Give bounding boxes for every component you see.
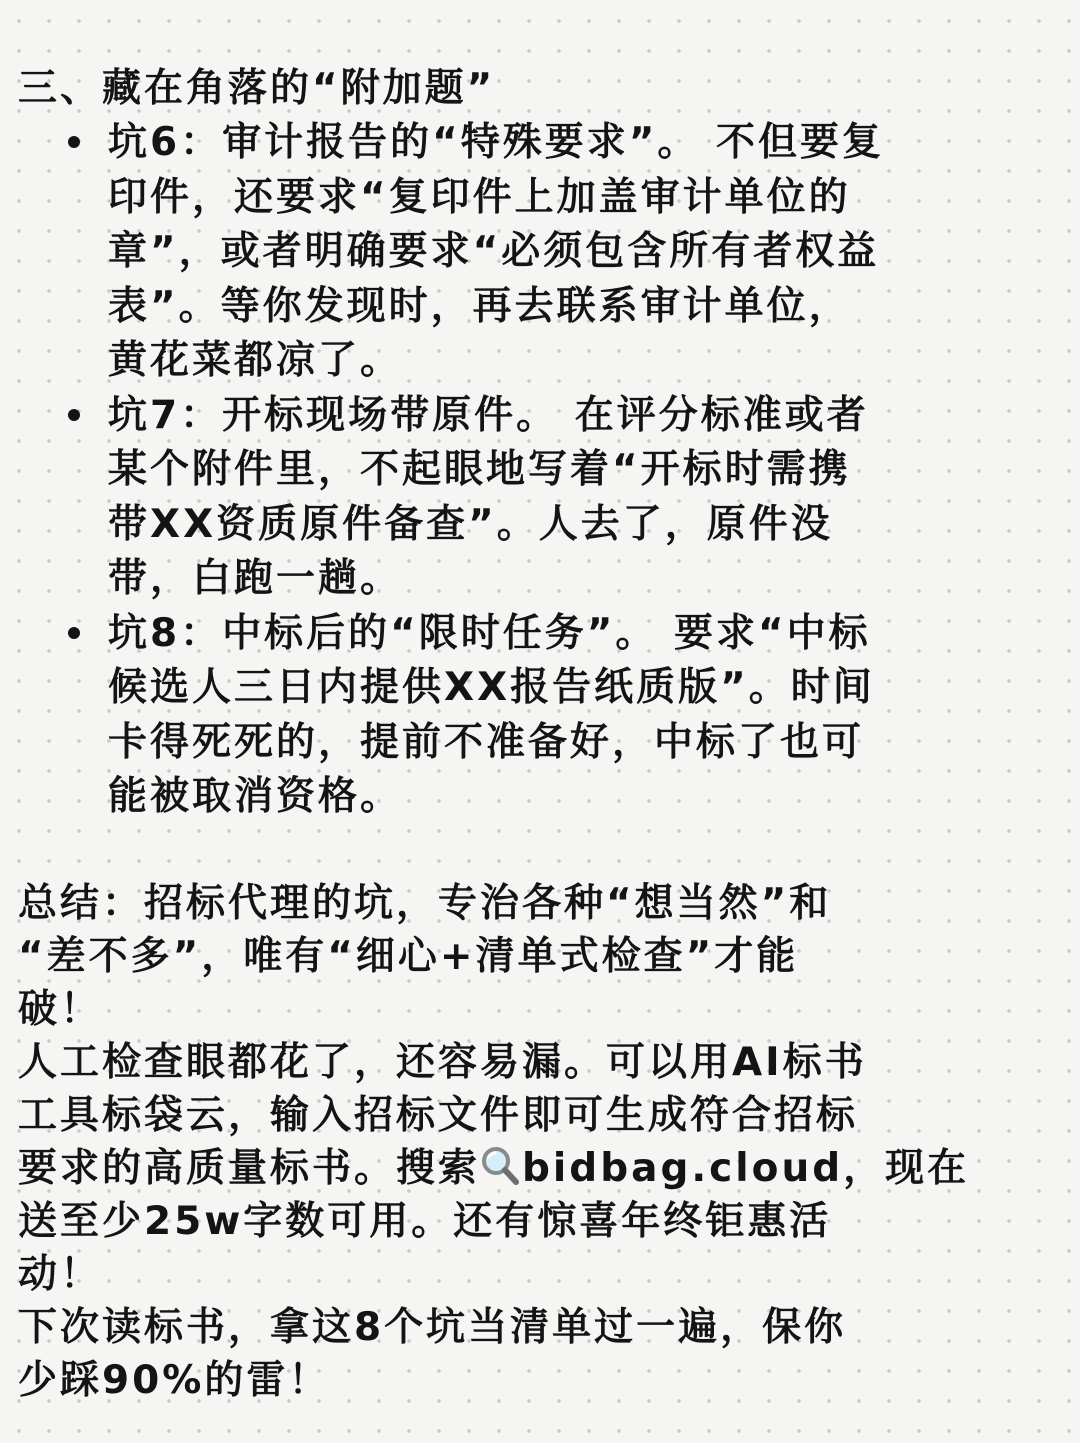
pitfall-8-line: 候选人三日内提供XX报告纸质版”。时间 <box>108 665 875 710</box>
summary-line: 破！ <box>18 986 103 1032</box>
pitfall-item-7 <box>18 389 1050 607</box>
closing-line: 少踩90%的雷！ <box>18 1357 331 1403</box>
pitfall-7-line: 坑7：开标现场带原件。 在评分标准或者 <box>108 392 869 438</box>
promo-line: 动！ <box>18 1251 103 1297</box>
summary-line: “差不多”，唯有“细心+清单式检查”才能 <box>18 933 799 979</box>
section-heading: 三、藏在角落的“附加题” <box>18 66 496 111</box>
pitfall-6-line: 坑6：审计报告的“特殊要求”。 不但要复 <box>108 120 884 165</box>
pitfall-item-6 <box>18 116 1050 389</box>
summary-line: 总结：招标代理的坑，专治各种“想当然”和 <box>18 880 832 926</box>
magnifying-glass-icon <box>480 1145 520 1187</box>
pitfall-list <box>18 116 1050 825</box>
promo-line-text: 要求的高质量标书。搜索 <box>18 1145 481 1191</box>
promo-line: 工具标袋云，输入招标文件即可生成符合招标 <box>18 1092 859 1138</box>
bullet-dot <box>68 136 80 148</box>
promo-line: 送至少25w字数可用。还有惊喜年终钜惠活 <box>18 1198 832 1244</box>
pitfall-6-line: 章”，或者明确要求“必须包含所有者权益 <box>108 229 880 274</box>
section-spacer <box>18 825 1050 877</box>
pitfall-7-line: 某个附件里，不起眼地写着“开标时需携 <box>108 447 851 492</box>
pitfall-7-line: 带，白跑一趟。 <box>108 556 403 601</box>
pitfall-6-line: 表”。等你发现时，再去联系审计单位， <box>108 283 851 329</box>
closing-line: 下次读标书，拿这8个坑当清单过一遍，保你 <box>18 1304 847 1350</box>
pitfall-8-line: 卡得死死的，提前不准备好，中标了也可 <box>108 719 865 765</box>
bullet-dot <box>68 409 80 421</box>
pitfall-6-line: 印件，还要求“复印件上加盖审计单位的 <box>108 174 851 220</box>
pitfall-8-line: 能被取消资格。 <box>108 774 403 819</box>
pitfall-7-line: 带XX资质原件备查”。人去了，原件没 <box>108 501 833 547</box>
pitfall-6-line: 黄花菜都凉了。 <box>108 338 403 383</box>
promo-paragraph <box>18 1036 1050 1301</box>
bullet-dot <box>68 627 80 639</box>
pitfall-8-line: 坑8：中标后的“限时任务”。 要求“中标 <box>108 610 871 656</box>
pitfall-item-8 <box>18 607 1050 825</box>
website-link[interactable]: bidbag.cloud，现在 <box>522 1145 970 1191</box>
promo-line: 人工检查眼都花了，还容易漏。可以用AI标书 <box>18 1039 867 1085</box>
closing-paragraph <box>18 1301 1050 1407</box>
summary-paragraph <box>18 877 1050 1036</box>
promo-line-search <box>18 1142 1050 1195</box>
